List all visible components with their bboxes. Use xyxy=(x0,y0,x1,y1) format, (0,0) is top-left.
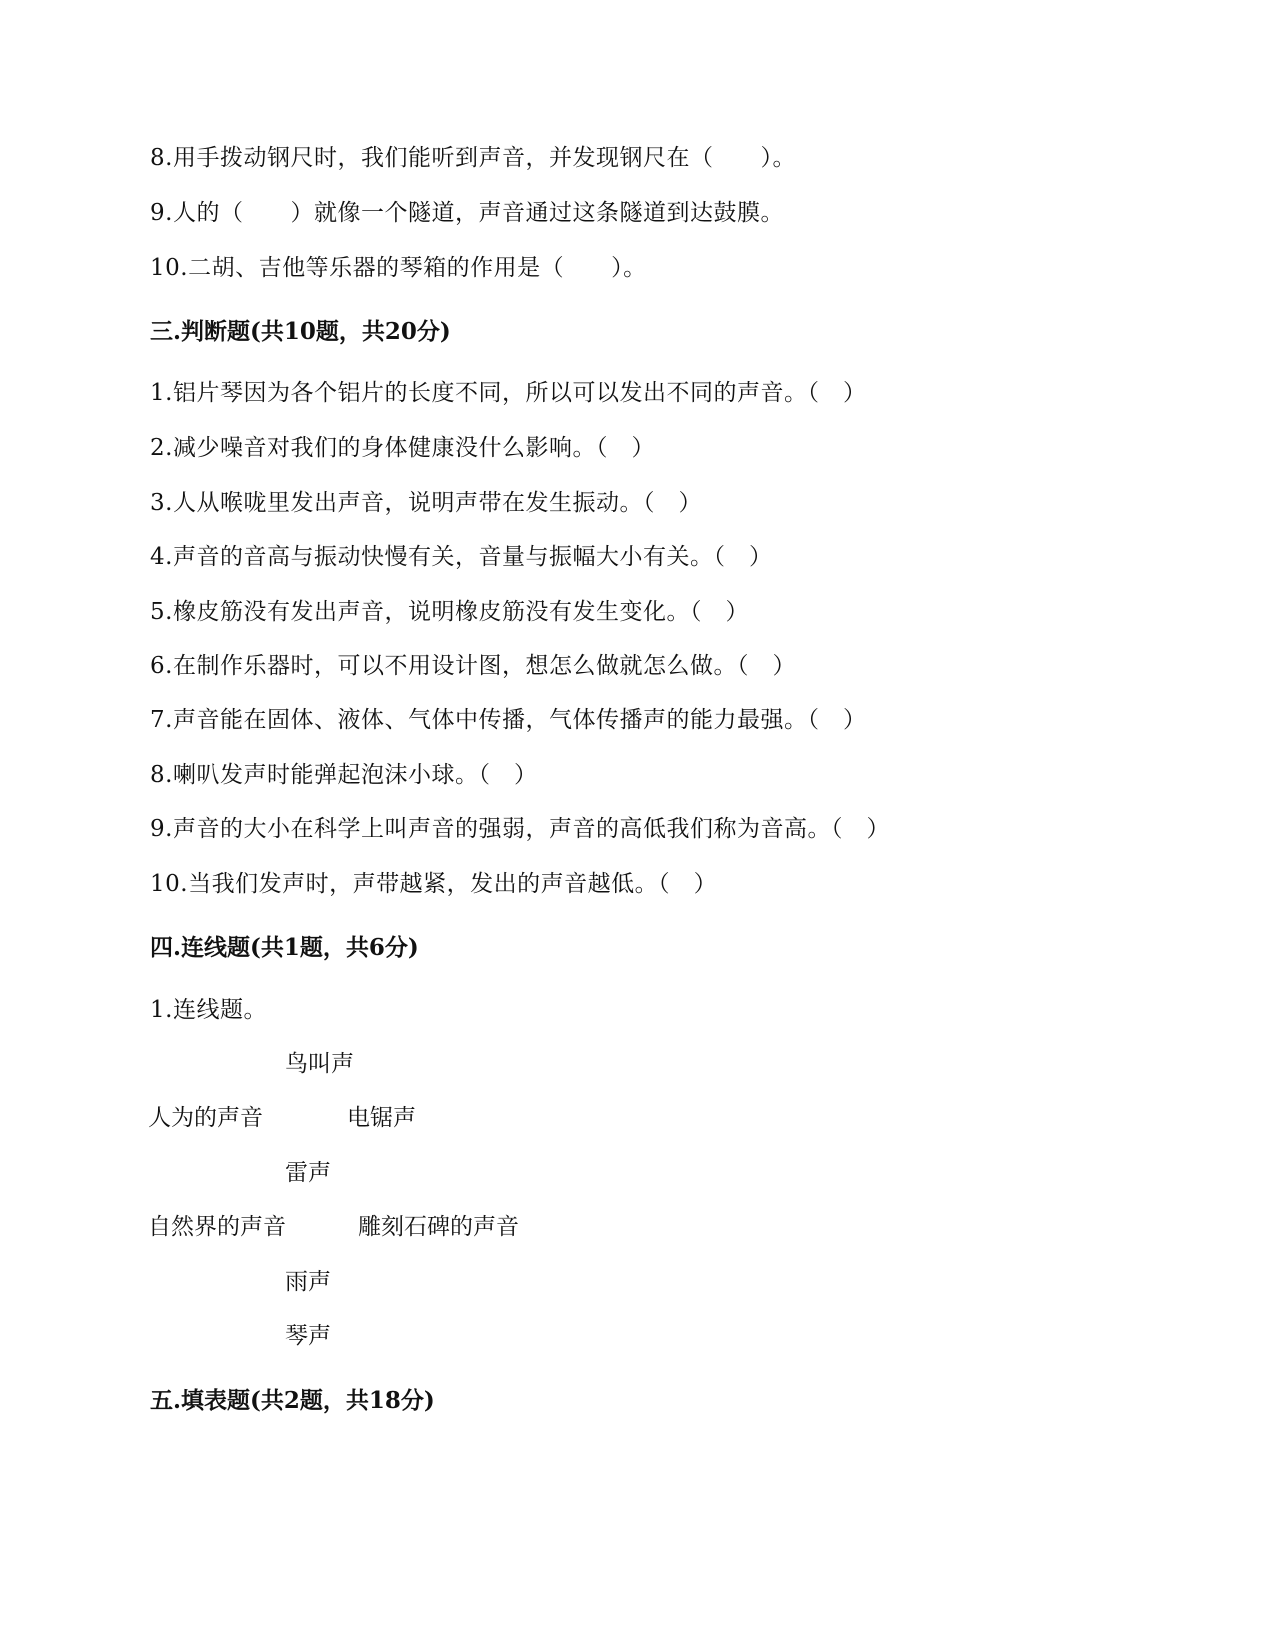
judge-question-3: 3.人从喉咙里发出声音，说明声带在发生振动。（ ） xyxy=(150,490,702,516)
judge-question-4: 4.声音的音高与振动快慢有关，音量与振幅大小有关。（ ） xyxy=(150,544,773,570)
match-left-option: 自然界的声音 xyxy=(148,1214,286,1240)
judge-question-5: 5.橡皮筋没有发出声音，说明橡皮筋没有发生变化。（ ） xyxy=(150,599,749,625)
fill-blank-question-10: 10.二胡、吉他等乐器的琴箱的作用是（ ）。 xyxy=(150,255,647,281)
match-right-option: 琴声 xyxy=(285,1323,331,1349)
match-left-option: 人为的声音 xyxy=(148,1105,263,1131)
judge-question-2: 2.减少噪音对我们的身体健康没什么影响。（ ） xyxy=(150,435,655,461)
section-4-title: 四.连线题(共1题，共6分) xyxy=(150,934,419,961)
fill-blank-question-9: 9.人的（ ）就像一个隧道，声音通过这条隧道到达鼓膜。 xyxy=(150,200,784,226)
matching-question-1: 1.连线题。 xyxy=(150,997,267,1023)
match-right-option: 电锯声 xyxy=(347,1105,416,1131)
match-right-option: 雕刻石碑的声音 xyxy=(358,1214,519,1240)
judge-question-10: 10.当我们发声时，声带越紧，发出的声音越低。（ ） xyxy=(150,871,718,897)
match-right-option: 鸟叫声 xyxy=(285,1051,354,1077)
match-right-option: 雨声 xyxy=(285,1269,331,1295)
section-3-title: 三.判断题(共10题，共20分) xyxy=(150,318,451,345)
section-5-title: 五.填表题(共2题，共18分) xyxy=(150,1387,435,1414)
judge-question-6: 6.在制作乐器时，可以不用设计图，想怎么做就怎么做。（ ） xyxy=(150,653,796,679)
judge-question-7: 7.声音能在固体、液体、气体中传播，气体传播声的能力最强。（ ） xyxy=(150,707,867,733)
judge-question-8: 8.喇叭发声时能弹起泡沫小球。（ ） xyxy=(150,762,538,788)
judge-question-9: 9.声音的大小在科学上叫声音的强弱，声音的高低我们称为音高。（ ） xyxy=(150,816,890,842)
match-right-option: 雷声 xyxy=(285,1160,331,1186)
judge-question-1: 1.铝片琴因为各个铝片的长度不同，所以可以发出不同的声音。（ ） xyxy=(150,380,867,406)
fill-blank-question-8: 8.用手拨动钢尺时，我们能听到声音，并发现钢尺在（ ）。 xyxy=(150,145,796,171)
